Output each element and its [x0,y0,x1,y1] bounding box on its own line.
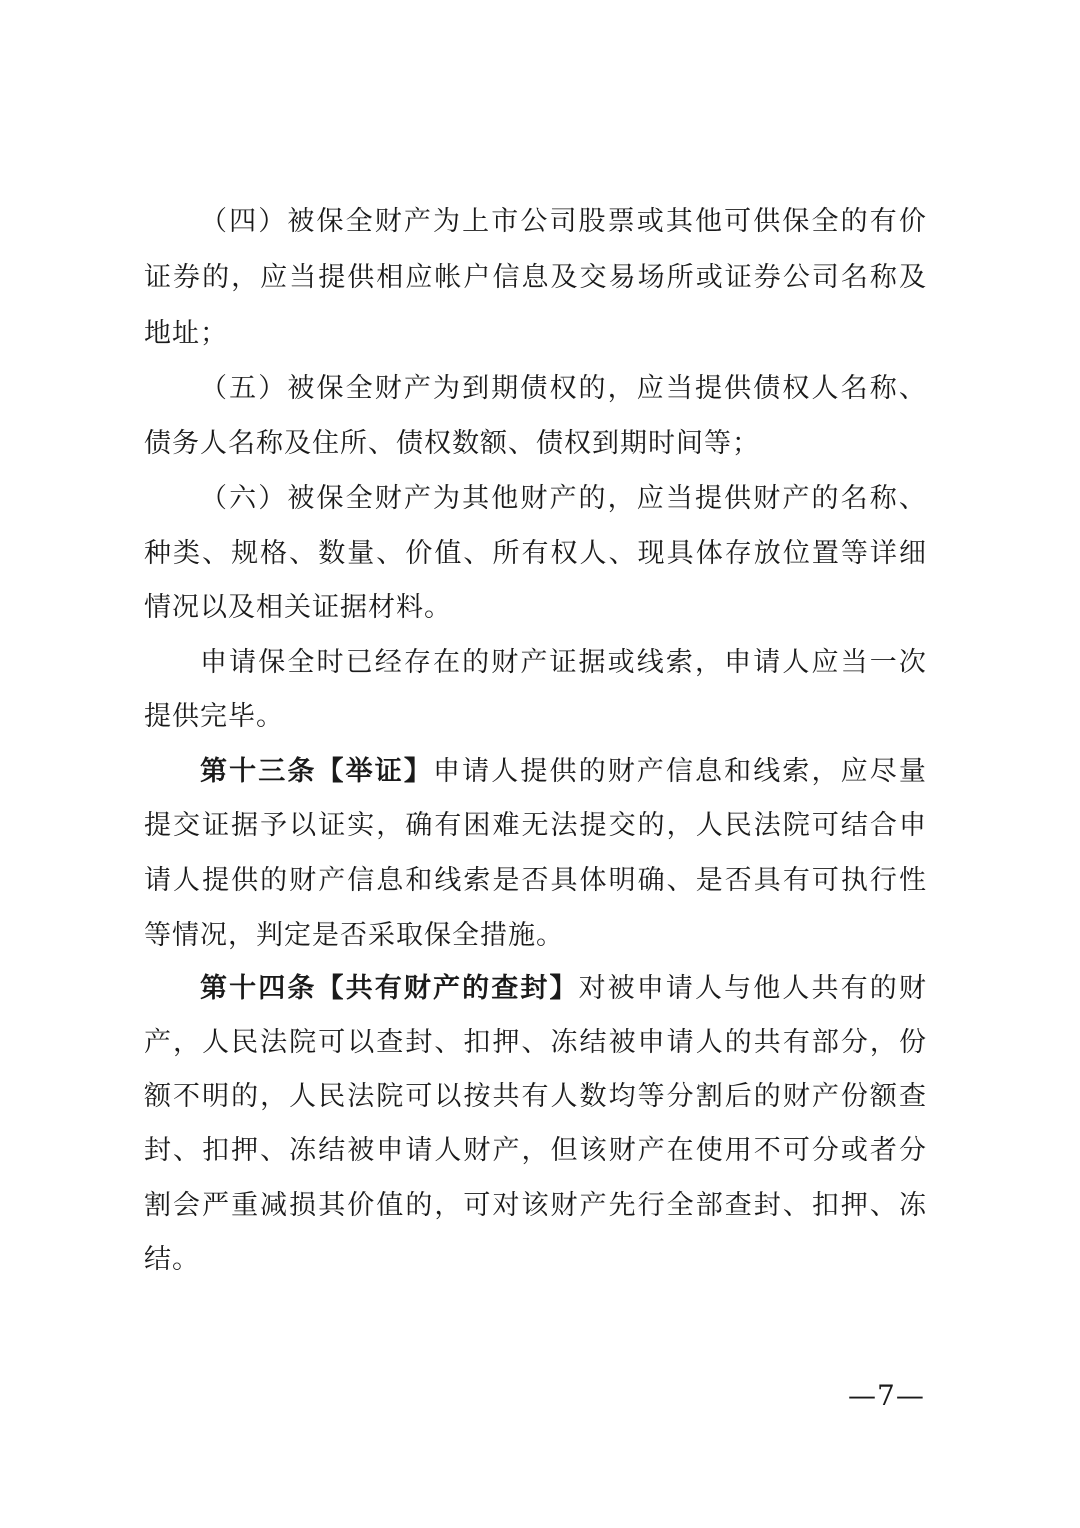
text-line: 结。 [144,1244,200,1275]
text-line: 封、扣押、冻结被申请人财产，但该财产在使用不可分或者分 [144,1135,928,1166]
text-line: （四）被保全财产为上市公司股票或其他可供保全的有价 [200,206,928,237]
text-line: 情况以及相关证据材料。 [144,592,452,623]
text-line: 等情况，判定是否采取保全措施。 [144,920,564,951]
text-line: 债务人名称及住所、债权数额、债权到期时间等； [144,428,760,459]
article-13-heading: 第十三条【举证】 [200,756,433,787]
page-number: —7— [848,1379,925,1412]
text-line: （六）被保全财产为其他财产的，应当提供财产的名称、 [200,483,928,514]
article-14-heading: 第十四条【共有财产的查封】 [200,973,579,1004]
text-line: 提供完毕。 [144,701,284,732]
text-line: 割会严重减损其价值的，可对该财产先行全部查封、扣押、冻 [144,1190,928,1221]
text-line: 请人提供的财产信息和线索是否具体明确、是否具有可执行性 [144,865,928,896]
text-line: 申请保全时已经存在的财产证据或线索，申请人应当一次 [200,647,928,678]
article-14-first-line: 第十四条【共有财产的查封】对被申请人与他人共有的财 [200,973,929,1004]
text-line: 证券的，应当提供相应帐户信息及交易场所或证券公司名称及 [144,262,928,293]
article-13-first-line: 第十三条【举证】申请人提供的财产信息和线索，应尽量 [200,756,929,787]
text-line: 提交证据予以证实，确有困难无法提交的，人民法院可结合申 [144,810,928,841]
text-line: 额不明的，人民法院可以按共有人数均等分割后的财产份额查 [144,1081,928,1112]
text-line: 地址； [144,318,228,349]
text-line: 种类、规格、数量、价值、所有权人、现具体存放位置等详细 [144,538,928,569]
text-line: 产，人民法院可以查封、扣押、冻结被申请人的共有部分，份 [144,1027,928,1058]
text-line: （五）被保全财产为到期债权的，应当提供债权人名称、 [200,373,928,404]
